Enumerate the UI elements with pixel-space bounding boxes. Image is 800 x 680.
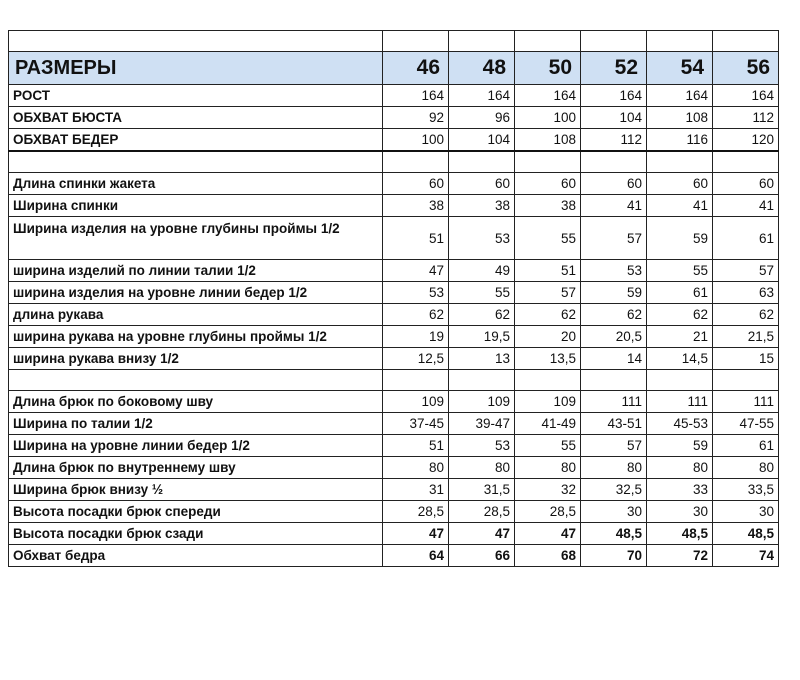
empty-cell xyxy=(581,370,647,391)
value-cell: 47 xyxy=(449,523,515,545)
value-cell: 21 xyxy=(647,326,713,348)
value-cell: 28,5 xyxy=(383,501,449,523)
value-cell: 14 xyxy=(581,348,647,370)
value-cell: 48,5 xyxy=(713,523,779,545)
value-cell: 111 xyxy=(647,391,713,413)
value-cell: 38 xyxy=(449,195,515,217)
value-cell: 59 xyxy=(647,435,713,457)
value-cell: 47 xyxy=(383,523,449,545)
value-cell: 37-45 xyxy=(383,413,449,435)
row-label: Ширина спинки xyxy=(9,195,383,217)
empty-cell xyxy=(713,31,779,52)
row-label: ОБХВАТ БЮСТА xyxy=(9,107,383,129)
empty-cell xyxy=(515,31,581,52)
value-cell: 60 xyxy=(713,173,779,195)
spacer-row xyxy=(9,151,779,173)
row-label: Ширина по талии 1/2 xyxy=(9,413,383,435)
value-cell: 55 xyxy=(647,260,713,282)
size-chart-table xyxy=(8,30,779,567)
sizes-heading: РАЗМЕРЫ xyxy=(9,52,383,85)
row-label: Длина брюк по внутреннему шву xyxy=(9,457,383,479)
value-cell: 61 xyxy=(713,435,779,457)
value-cell: 41 xyxy=(713,195,779,217)
table-row xyxy=(9,348,779,370)
value-cell: 62 xyxy=(713,304,779,326)
empty-cell xyxy=(581,31,647,52)
table-row xyxy=(9,501,779,523)
value-cell: 13 xyxy=(449,348,515,370)
empty-cell xyxy=(581,151,647,173)
value-cell: 33 xyxy=(647,479,713,501)
row-label: Высота посадки брюк сзади xyxy=(9,523,383,545)
value-cell: 164 xyxy=(713,85,779,107)
value-cell: 100 xyxy=(383,129,449,152)
value-cell: 62 xyxy=(383,304,449,326)
empty-cell xyxy=(647,31,713,52)
value-cell: 38 xyxy=(515,195,581,217)
value-cell: 32,5 xyxy=(581,479,647,501)
empty-cell xyxy=(713,370,779,391)
spacer-row xyxy=(9,31,779,52)
value-cell: 80 xyxy=(515,457,581,479)
value-cell: 31 xyxy=(383,479,449,501)
value-cell: 108 xyxy=(647,107,713,129)
size-header-cell: 50 xyxy=(515,52,581,85)
row-label: РОСТ xyxy=(9,85,383,107)
row-label: Длина спинки жакета xyxy=(9,173,383,195)
row-label: ширина изделия на уровне линии бедер 1/2 xyxy=(9,282,383,304)
value-cell: 104 xyxy=(581,107,647,129)
value-cell: 55 xyxy=(515,435,581,457)
size-header-cell: 48 xyxy=(449,52,515,85)
row-label: ширина рукава на уровне глубины проймы 1/2 xyxy=(9,326,383,348)
value-cell: 41 xyxy=(581,195,647,217)
value-cell: 112 xyxy=(713,107,779,129)
table-row xyxy=(9,545,779,567)
value-cell: 100 xyxy=(515,107,581,129)
value-cell: 20,5 xyxy=(581,326,647,348)
value-cell: 60 xyxy=(515,173,581,195)
value-cell: 47-55 xyxy=(713,413,779,435)
table-row xyxy=(9,479,779,501)
empty-cell xyxy=(515,370,581,391)
empty-cell xyxy=(383,31,449,52)
value-cell: 62 xyxy=(515,304,581,326)
value-cell: 20 xyxy=(515,326,581,348)
row-label: Ширина изделия на уровне глубины проймы 1/2 xyxy=(9,217,383,260)
table-row xyxy=(9,217,779,260)
value-cell: 43-51 xyxy=(581,413,647,435)
row-label: ОБХВАТ БЕДЕР xyxy=(9,129,383,152)
value-cell: 66 xyxy=(449,545,515,567)
table-row xyxy=(9,260,779,282)
value-cell: 104 xyxy=(449,129,515,152)
value-cell: 109 xyxy=(515,391,581,413)
value-cell: 51 xyxy=(383,435,449,457)
value-cell: 14,5 xyxy=(647,348,713,370)
value-cell: 111 xyxy=(713,391,779,413)
value-cell: 47 xyxy=(383,260,449,282)
value-cell: 164 xyxy=(581,85,647,107)
value-cell: 80 xyxy=(383,457,449,479)
value-cell: 164 xyxy=(449,85,515,107)
value-cell: 116 xyxy=(647,129,713,152)
size-header-cell: 56 xyxy=(713,52,779,85)
value-cell: 96 xyxy=(449,107,515,129)
empty-cell xyxy=(9,31,383,52)
value-cell: 39-47 xyxy=(449,413,515,435)
value-cell: 68 xyxy=(515,545,581,567)
value-cell: 61 xyxy=(647,282,713,304)
spacer-row xyxy=(9,370,779,391)
row-label: ширина изделий по линии талии 1/2 xyxy=(9,260,383,282)
row-label: Ширина брюк внизу ½ xyxy=(9,479,383,501)
value-cell: 12,5 xyxy=(383,348,449,370)
value-cell: 38 xyxy=(383,195,449,217)
value-cell: 49 xyxy=(449,260,515,282)
value-cell: 62 xyxy=(647,304,713,326)
value-cell: 109 xyxy=(383,391,449,413)
empty-cell xyxy=(713,151,779,173)
empty-cell xyxy=(9,370,383,391)
value-cell: 72 xyxy=(647,545,713,567)
value-cell: 61 xyxy=(713,217,779,260)
value-cell: 55 xyxy=(449,282,515,304)
value-cell: 59 xyxy=(581,282,647,304)
value-cell: 53 xyxy=(449,435,515,457)
value-cell: 80 xyxy=(581,457,647,479)
value-cell: 63 xyxy=(713,282,779,304)
value-cell: 60 xyxy=(647,173,713,195)
value-cell: 57 xyxy=(515,282,581,304)
header-row xyxy=(9,52,779,85)
table-row xyxy=(9,413,779,435)
table-row xyxy=(9,85,779,107)
value-cell: 13,5 xyxy=(515,348,581,370)
empty-cell xyxy=(449,31,515,52)
value-cell: 15 xyxy=(713,348,779,370)
table-row xyxy=(9,457,779,479)
value-cell: 70 xyxy=(581,545,647,567)
value-cell: 19 xyxy=(383,326,449,348)
row-label: Длина брюк по боковому шву xyxy=(9,391,383,413)
value-cell: 92 xyxy=(383,107,449,129)
empty-cell xyxy=(515,151,581,173)
value-cell: 111 xyxy=(581,391,647,413)
value-cell: 51 xyxy=(515,260,581,282)
value-cell: 64 xyxy=(383,545,449,567)
table-row xyxy=(9,173,779,195)
value-cell: 41 xyxy=(647,195,713,217)
value-cell: 28,5 xyxy=(515,501,581,523)
value-cell: 31,5 xyxy=(449,479,515,501)
table-row xyxy=(9,435,779,457)
row-label: длина рукава xyxy=(9,304,383,326)
empty-cell xyxy=(383,151,449,173)
value-cell: 164 xyxy=(647,85,713,107)
table-row xyxy=(9,129,779,152)
value-cell: 80 xyxy=(449,457,515,479)
value-cell: 60 xyxy=(581,173,647,195)
size-header-cell: 54 xyxy=(647,52,713,85)
value-cell: 60 xyxy=(383,173,449,195)
value-cell: 57 xyxy=(713,260,779,282)
value-cell: 120 xyxy=(713,129,779,152)
value-cell: 57 xyxy=(581,217,647,260)
value-cell: 62 xyxy=(449,304,515,326)
value-cell: 51 xyxy=(383,217,449,260)
value-cell: 164 xyxy=(515,85,581,107)
value-cell: 41-49 xyxy=(515,413,581,435)
empty-cell xyxy=(383,370,449,391)
table-row xyxy=(9,304,779,326)
value-cell: 80 xyxy=(713,457,779,479)
empty-cell xyxy=(449,151,515,173)
table-row xyxy=(9,326,779,348)
value-cell: 109 xyxy=(449,391,515,413)
size-header-cell: 52 xyxy=(581,52,647,85)
table-row xyxy=(9,282,779,304)
value-cell: 19,5 xyxy=(449,326,515,348)
empty-cell xyxy=(9,151,383,173)
size-header-cell: 46 xyxy=(383,52,449,85)
table-row xyxy=(9,195,779,217)
value-cell: 53 xyxy=(581,260,647,282)
value-cell: 33,5 xyxy=(713,479,779,501)
row-label: ширина рукава внизу 1/2 xyxy=(9,348,383,370)
empty-cell xyxy=(449,370,515,391)
value-cell: 53 xyxy=(383,282,449,304)
value-cell: 30 xyxy=(647,501,713,523)
value-cell: 62 xyxy=(581,304,647,326)
value-cell: 55 xyxy=(515,217,581,260)
row-label: Обхват бедра xyxy=(9,545,383,567)
empty-cell xyxy=(647,151,713,173)
row-label: Ширина на уровне линии бедер 1/2 xyxy=(9,435,383,457)
value-cell: 60 xyxy=(449,173,515,195)
value-cell: 164 xyxy=(383,85,449,107)
value-cell: 30 xyxy=(581,501,647,523)
table-row xyxy=(9,107,779,129)
value-cell: 57 xyxy=(581,435,647,457)
value-cell: 53 xyxy=(449,217,515,260)
value-cell: 28,5 xyxy=(449,501,515,523)
value-cell: 112 xyxy=(581,129,647,152)
table-row xyxy=(9,391,779,413)
table-row xyxy=(9,523,779,545)
row-label: Высота посадки брюк спереди xyxy=(9,501,383,523)
value-cell: 47 xyxy=(515,523,581,545)
value-cell: 45-53 xyxy=(647,413,713,435)
value-cell: 80 xyxy=(647,457,713,479)
value-cell: 48,5 xyxy=(647,523,713,545)
value-cell: 48,5 xyxy=(581,523,647,545)
value-cell: 32 xyxy=(515,479,581,501)
value-cell: 21,5 xyxy=(713,326,779,348)
value-cell: 108 xyxy=(515,129,581,152)
value-cell: 30 xyxy=(713,501,779,523)
empty-cell xyxy=(647,370,713,391)
value-cell: 59 xyxy=(647,217,713,260)
value-cell: 74 xyxy=(713,545,779,567)
